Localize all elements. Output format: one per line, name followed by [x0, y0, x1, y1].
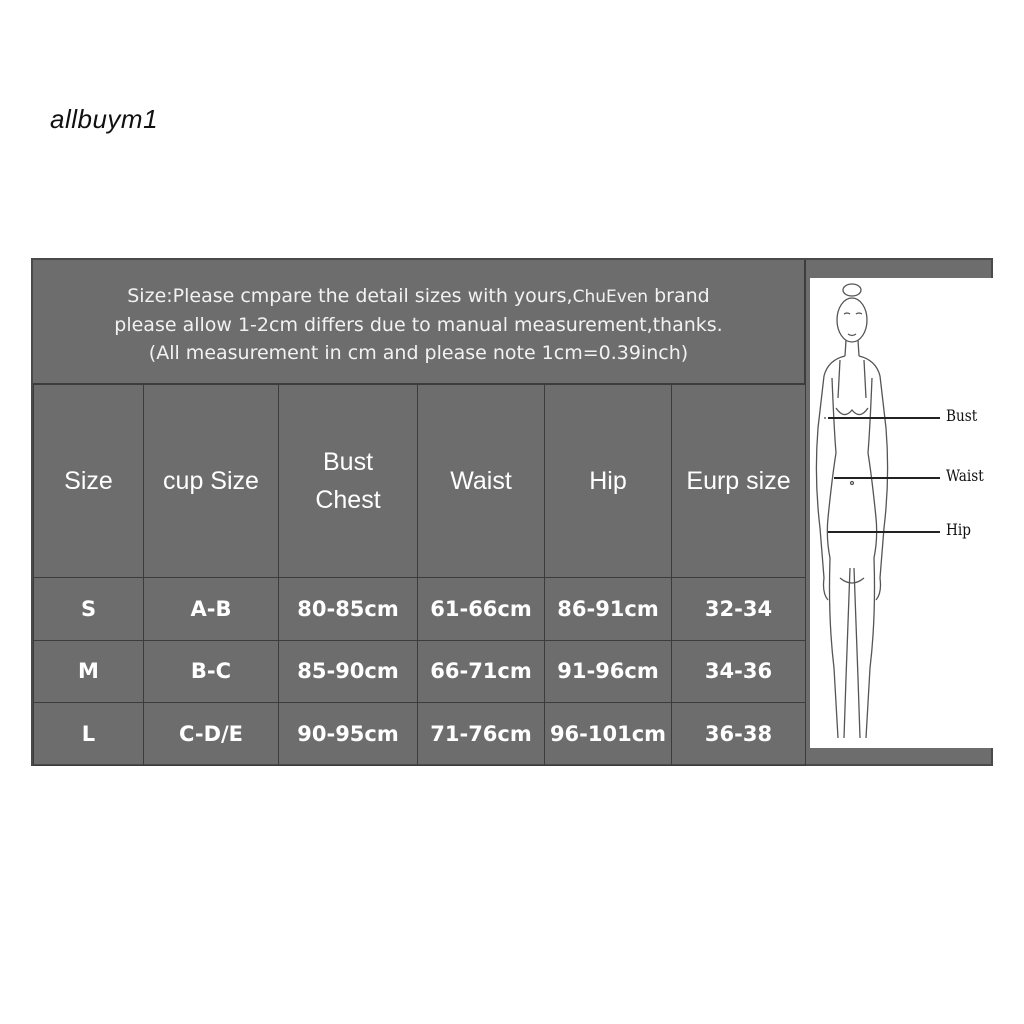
table-row: [34, 578, 806, 641]
note-line-2: please allow 1-2cm differs due to manual measurement,thanks.: [114, 314, 723, 336]
size-table: [33, 384, 806, 766]
cell-hip: 96-101cm: [545, 703, 672, 766]
cell-eurp: 34-36: [672, 640, 806, 703]
measurement-figure-panel: [805, 260, 993, 766]
bust-label: Bust: [946, 406, 978, 425]
watermark: allbuym1: [50, 104, 159, 134]
cell-cup: A-B: [144, 578, 279, 641]
cell-waist: 66-71cm: [418, 640, 545, 703]
cell-bust: 85-90cm: [279, 640, 418, 703]
header-cup-size: cup Size: [144, 385, 279, 578]
cell-bust: 90-95cm: [279, 703, 418, 766]
cell-bust: 80-85cm: [279, 578, 418, 641]
size-chart: [31, 258, 993, 766]
header-waist: Waist: [418, 385, 545, 578]
cell-eurp: 32-34: [672, 578, 806, 641]
header-size: Size: [34, 385, 144, 578]
note-line-1: Size:Please cmpare the detail sizes with yours,ChuEven brand: [127, 285, 710, 307]
cell-waist: 71-76cm: [418, 703, 545, 766]
cell-cup: C-D/E: [144, 703, 279, 766]
hip-label: Hip: [946, 520, 971, 539]
measurement-figure: [810, 278, 994, 748]
body-outline-icon: [810, 278, 994, 748]
header-hip: Hip: [545, 385, 672, 578]
note-line-3: (All measurement in cm and please note 1cm=0.39inch): [148, 342, 689, 364]
header-eurp-size: Eurp size: [672, 385, 806, 578]
cell-size: S: [34, 578, 144, 641]
table-header-row: [34, 385, 806, 578]
cell-waist: 61-66cm: [418, 578, 545, 641]
table-row: [34, 640, 806, 703]
cell-cup: B-C: [144, 640, 279, 703]
table-row: [34, 703, 806, 766]
brand-name: ChuEven: [572, 287, 649, 307]
measurement-lines: [828, 418, 940, 532]
cell-size: L: [34, 703, 144, 766]
cell-size: M: [34, 640, 144, 703]
cell-eurp: 36-38: [672, 703, 806, 766]
waist-label: Waist: [946, 466, 984, 485]
header-bust-chest: Bust Chest: [279, 385, 418, 578]
size-note: [33, 260, 805, 384]
cell-hip: 86-91cm: [545, 578, 672, 641]
cell-hip: 91-96cm: [545, 640, 672, 703]
